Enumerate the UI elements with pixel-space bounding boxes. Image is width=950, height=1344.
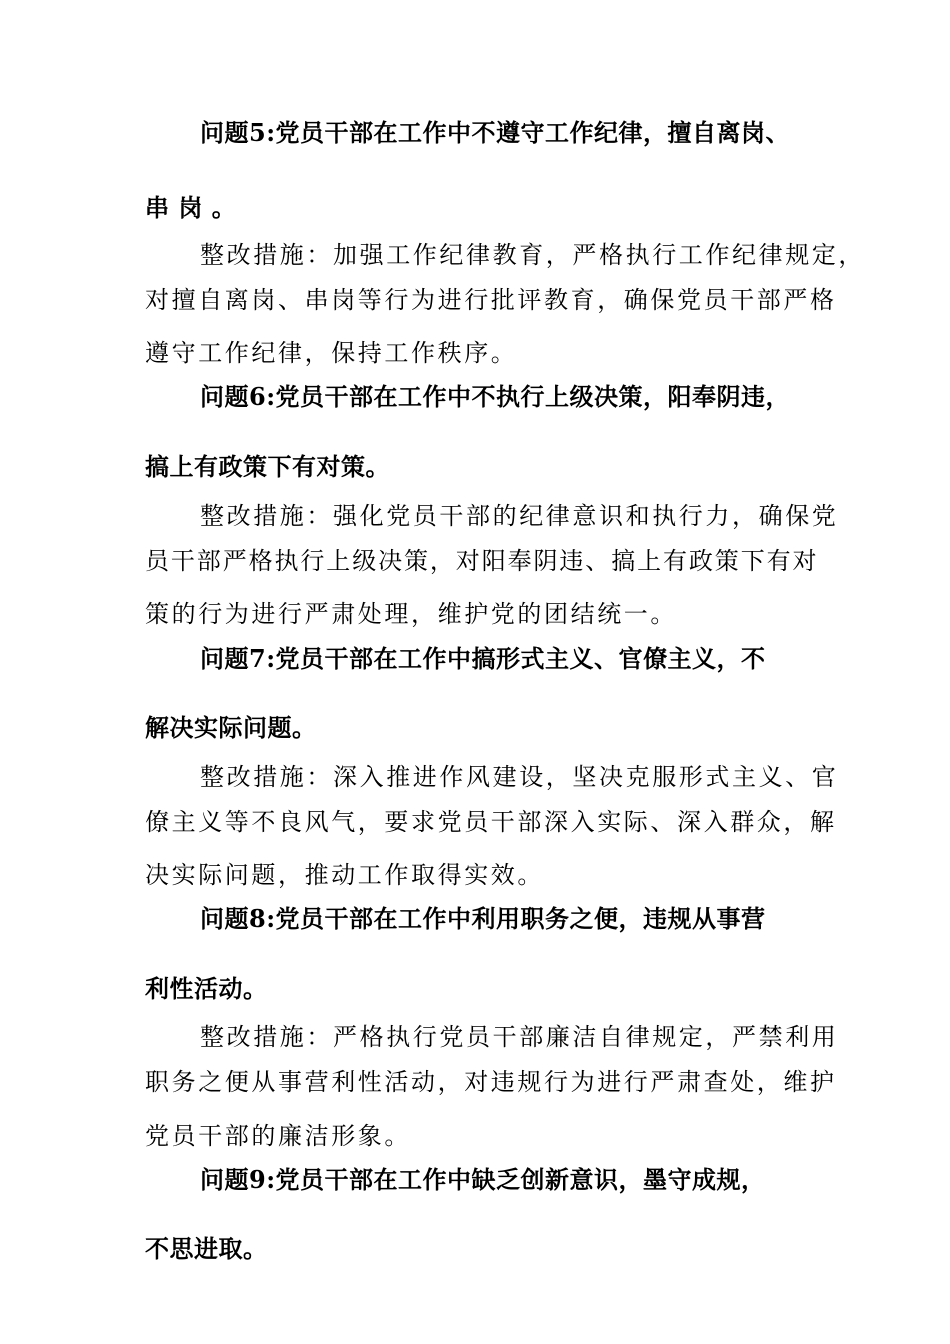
measure-8-line-1: 整改措施：严格执行党员干部廉洁自律规定，严禁利用 [200, 1023, 839, 1051]
measure-5-line-2: 对擅自离岗、串岗等行为进行批评教育，确保党员干部严格 [145, 286, 837, 314]
measure-7-line-2: 僚主义等不良风气，要求党员干部深入实际、深入群众，解 [145, 808, 837, 836]
measure-7-line-3: 决实际问题，推动工作取得实效。 [145, 861, 544, 889]
problem-8-heading-line-1: 问题8:党员干部在工作中利用职务之便，违规从事营 [200, 904, 766, 933]
problem-5-heading-line-1: 问题5:党员干部在工作中不遵守工作纪律，擅自离岗、 [200, 118, 791, 147]
problem-7-heading-line-2: 解决实际问题。 [145, 713, 317, 742]
problem-8-heading-line-2: 利性活动。 [145, 974, 268, 1003]
problem-9-heading-line-2: 不思进取。 [145, 1234, 268, 1263]
measure-7-line-1: 整改措施：深入推进作风建设，坚决克服形式主义、官 [200, 763, 839, 791]
problem-6-heading-line-2: 搞上有政策下有对策。 [145, 452, 390, 481]
measure-5-line-1: 整改措施：加强工作纪律教育，严格执行工作纪律规定， [200, 241, 865, 269]
problem-7-heading-line-1: 问题7:党员干部在工作中搞形式主义、官僚主义，不 [200, 644, 766, 673]
measure-8-line-3: 党员干部的廉洁形象。 [145, 1122, 411, 1150]
measure-8-line-2: 职务之便从事营利性活动，对违规行为进行严肃查处，维护 [145, 1068, 837, 1096]
problem-9-heading-line-1: 问题9:党员干部在工作中缺乏创新意识，墨守成规， [200, 1165, 766, 1194]
measure-6-line-1: 整改措施：强化党员干部的纪律意识和执行力，确保党 [200, 502, 839, 530]
measure-6-line-2: 员干部严格执行上级决策，对阳奉阴违、搞上有政策下有对 [145, 547, 819, 575]
problem-6-heading-line-1: 问题6:党员干部在工作中不执行上级决策，阳奉阴违， [200, 382, 791, 411]
measure-6-line-3: 策的行为进行严肃处理，维护党的团结统一。 [145, 600, 677, 628]
problem-5-heading-line-2: 串 岗 。 [145, 193, 237, 222]
measure-5-line-3: 遵守工作纪律，保持工作秩序。 [145, 339, 518, 367]
